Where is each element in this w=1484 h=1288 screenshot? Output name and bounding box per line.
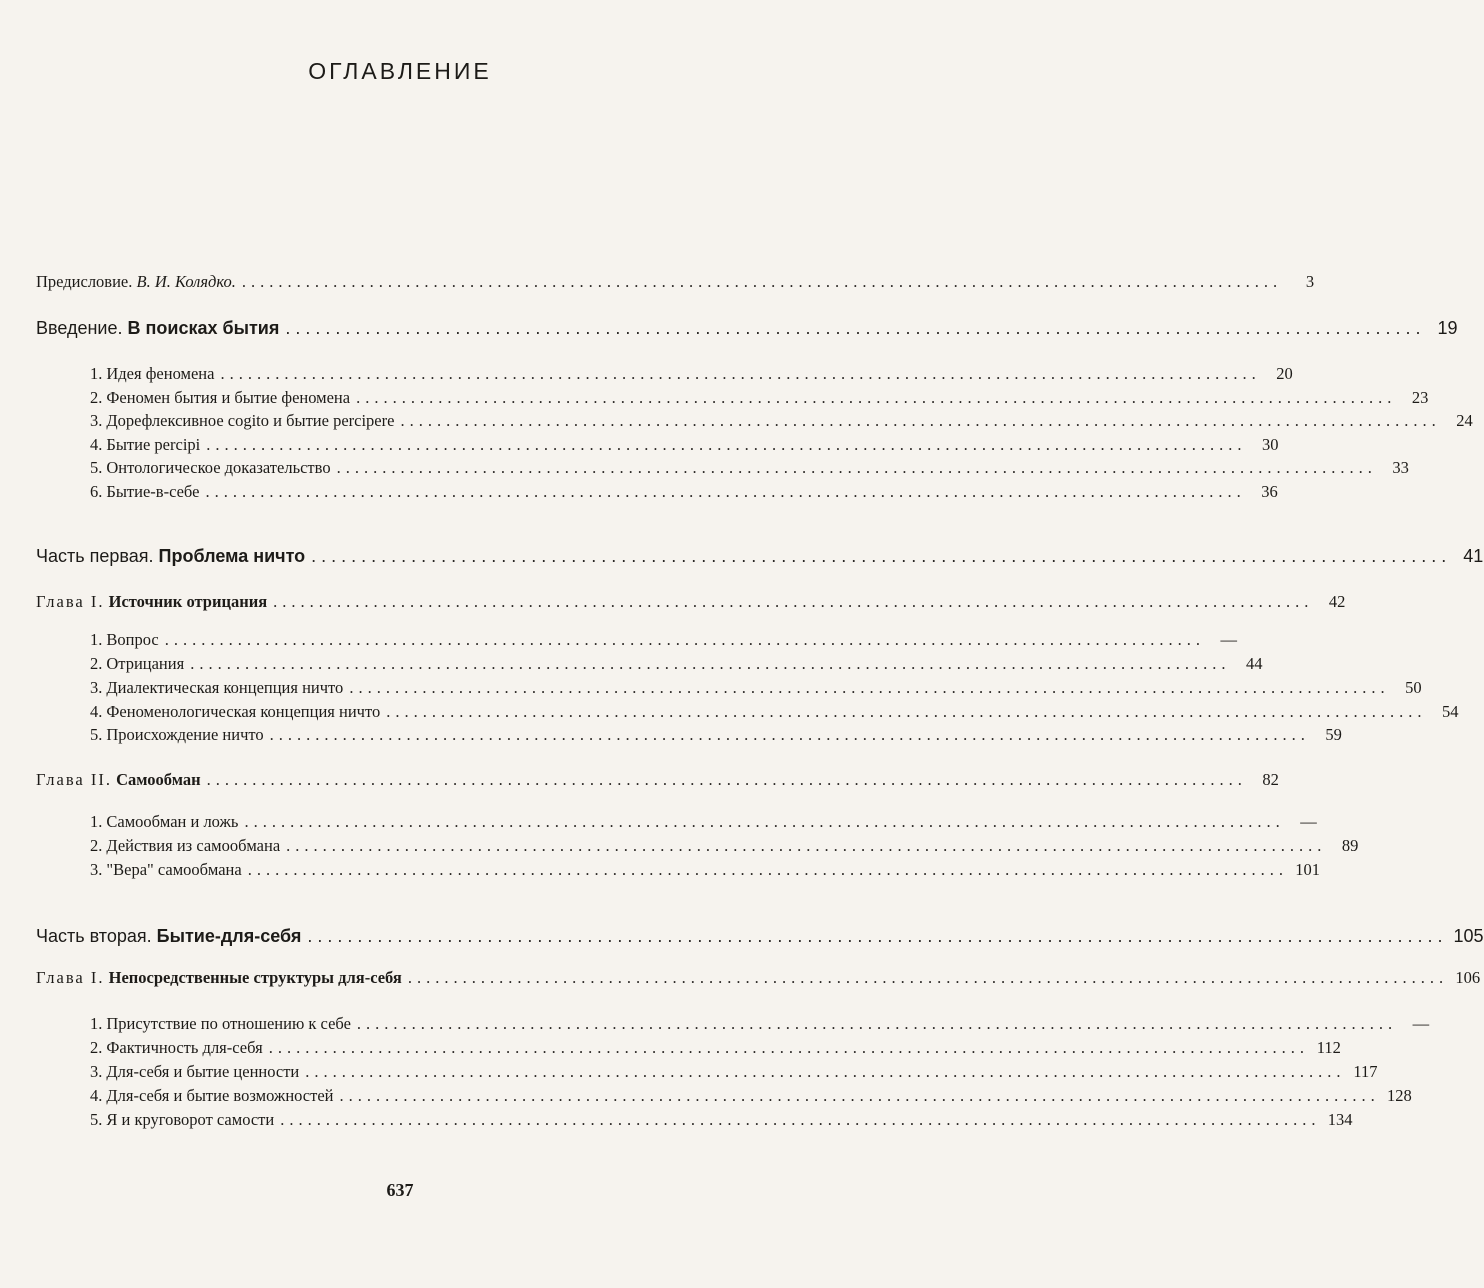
chapter-prefix: Глава I. — [36, 968, 105, 987]
item-label: Бытие-в-себе — [106, 482, 200, 501]
part-title: Бытие-для-себя — [156, 926, 302, 946]
item-label: Для-себя и бытие возможностей — [106, 1086, 334, 1105]
item-label: Бытие percipi — [106, 435, 201, 454]
leader-dots: .................................................................................................................. — [220, 364, 1261, 383]
toc-item: 4. Бытие percipi .................................................................................................................. 30 — [90, 435, 1279, 454]
leader-dots: .................................................................................................................. — [190, 654, 1231, 673]
chapter-title: Самообман — [116, 770, 201, 789]
toc-item: 6. Бытие-в-себе .................................................................................................................. 36 — [90, 482, 1278, 501]
leader-dots: .................................................................................................................. — [356, 1014, 1398, 1033]
page-number: 112 — [1316, 1038, 1341, 1057]
toc-item: 1. Самообман и ложь .................................................................................................................. — — [90, 812, 1317, 831]
leader-dots: .................................................................................................................. — [205, 482, 1246, 501]
preface-label: Предисловие. — [36, 272, 133, 291]
toc-item: 1. Присутствие по отношению к себе .................................................................................................................. — — [90, 1014, 1430, 1033]
toc-item: 3. Диалектическая концепция ничто .................................................................................................................. 50 — [90, 678, 1422, 697]
leader-dots: .................................................................................................................. — [305, 1062, 1346, 1081]
part-prefix: Часть первая. — [36, 546, 154, 566]
leader-dots: .................................................................................................................. — [206, 435, 1247, 454]
page-number: 117 — [1353, 1062, 1378, 1081]
part-prefix: Часть вторая. — [36, 926, 152, 946]
item-label: Идея феномена — [106, 364, 215, 383]
page-number: 128 — [1387, 1086, 1412, 1105]
leader-dots: .................................................................................................................. — [273, 592, 1314, 611]
preface-author: В. И. Колядко. — [136, 272, 236, 291]
item-label: Отрицания — [106, 654, 185, 673]
toc-entry-preface — [36, 268, 1315, 292]
page-number: 59 — [1325, 725, 1342, 744]
leader-dots: .................................................................................................................. — [164, 630, 1205, 649]
page-number: 82 — [1262, 770, 1279, 789]
toc-item: 3. "Вера" самообмана .................................................................................................................. 101 — [90, 860, 1320, 879]
item-label: Вопрос — [106, 630, 159, 649]
toc-entry-part-2 — [36, 922, 1484, 946]
page-number: 24 — [1456, 411, 1473, 430]
toc-item: 5. Онтологическое доказательство .................................................................................................................. 33 — [90, 458, 1409, 477]
toc-item: 1. Идея феномена .................................................................................................................. 20 — [90, 364, 1293, 383]
chapter-title: Источник отрицания — [108, 592, 268, 611]
leader-dots: .................................................................................................................. — [268, 1038, 1309, 1057]
page-title: ОГЛАВЛЕНИЕ — [308, 58, 492, 84]
item-label: Присутствие по отношению к себе — [106, 1014, 351, 1033]
leader-dots: .................................................................................................................. — [286, 836, 1327, 855]
page-number: 54 — [1441, 702, 1459, 721]
page-number: 105 — [1453, 926, 1484, 946]
toc-item: 3. Для-себя и бытие ценности .................................................................................................................. 117 — [90, 1062, 1378, 1081]
item-label: Дорефлексивное cogito и бытие percipere — [106, 411, 395, 430]
leader-dots: .................................................................................................................. — [356, 388, 1397, 407]
toc-item: 2. Действия из самообмана .................................................................................................................. 89 — [90, 836, 1359, 855]
page-number: 89 — [1341, 836, 1359, 855]
page-number: — — [1220, 630, 1237, 649]
page-number: 20 — [1276, 364, 1293, 383]
leader-dots: .................................................................................................................. — [241, 272, 1283, 291]
leader-dots: .................................................................................................................. — [307, 926, 1448, 946]
item-label: Диалектическая концепция ничто — [106, 678, 344, 697]
toc-entry-part-1 — [36, 542, 1484, 566]
item-label: Происхождение ничто — [106, 725, 264, 744]
page-number: 33 — [1392, 458, 1409, 477]
page-number: 42 — [1328, 592, 1346, 611]
item-label: "Вера" самообмана — [106, 860, 242, 879]
item-label: Действия из самообмана — [106, 836, 281, 855]
toc-item: 1. Вопрос .................................................................................................................. — — [90, 630, 1237, 649]
item-label: Фактичность для-себя — [106, 1038, 263, 1057]
leader-dots: .................................................................................................................. — [247, 860, 1288, 879]
leader-dots: .................................................................................................................. — [407, 968, 1449, 987]
toc-entry-chapter — [36, 964, 1481, 988]
item-label: Феноменологическая концепция ничто — [106, 702, 381, 721]
leader-dots: .................................................................................................................. — [349, 678, 1390, 697]
leader-dots: .................................................................................................................. — [311, 546, 1452, 566]
item-label: Самообман и ложь — [106, 812, 239, 831]
page-number: 30 — [1262, 435, 1279, 454]
toc-entry-chapter — [36, 766, 1279, 790]
leader-dots: .................................................................................................................. — [285, 318, 1426, 338]
leader-dots: .................................................................................................................. — [269, 725, 1310, 744]
page-footer-number: 637 — [386, 1180, 414, 1200]
leader-dots: .................................................................................................................. — [339, 1086, 1380, 1105]
item-label: Феномен бытия и бытие феномена — [106, 388, 351, 407]
part-title: Проблема ничто — [158, 546, 306, 566]
page-number: — — [1300, 812, 1317, 831]
toc-item: 3. Дорефлексивное cogito и бытие percipere .................................................................................................................. 24 — [90, 411, 1473, 430]
toc-item: 2. Фактичность для-себя .................................................................................................................. 112 — [90, 1038, 1341, 1057]
chapter-title: Непосредственные структуры для-себя — [108, 968, 402, 987]
page-number: 101 — [1295, 860, 1320, 879]
item-label: Я и круговорот самости — [106, 1110, 275, 1129]
toc-entry-intro — [36, 314, 1458, 338]
page-number: 106 — [1455, 968, 1481, 987]
toc-item: 4. Феноменологическая концепция ничто .................................................................................................................. 54 — [90, 702, 1459, 721]
chapter-prefix: Глава I. — [36, 592, 105, 611]
leader-dots: .................................................................................................................. — [244, 812, 1285, 831]
page-number: 3 — [1305, 272, 1315, 291]
leader-dots: .................................................................................................................. — [336, 458, 1377, 477]
page-number: 44 — [1245, 654, 1263, 673]
toc-item: 4. Для-себя и бытие возможностей .................................................................................................................. 128 — [90, 1086, 1412, 1105]
intro-title: В поисках бытия — [127, 318, 280, 338]
page-number: 134 — [1327, 1110, 1353, 1129]
leader-dots: .................................................................................................................. — [280, 1110, 1321, 1129]
page-number: 23 — [1411, 388, 1429, 407]
page-number: 19 — [1437, 318, 1458, 338]
item-label: Для-себя и бытие ценности — [106, 1062, 300, 1081]
toc-item: 2. Отрицания .................................................................................................................. 44 — [90, 654, 1263, 673]
item-label: Онтологическое доказательство — [106, 458, 331, 477]
toc-item: 2. Феномен бытия и бытие феномена .................................................................................................................. 23 — [90, 388, 1429, 407]
toc-entry-chapter — [36, 588, 1346, 612]
page-number: 41 — [1463, 546, 1484, 566]
page-number: 36 — [1261, 482, 1278, 501]
page-number: — — [1412, 1014, 1430, 1033]
leader-dots: .................................................................................................................. — [206, 770, 1247, 789]
intro-prefix: Введение. — [36, 318, 123, 338]
toc-item: 5. Я и круговорот самости .................................................................................................................. 134 — [90, 1110, 1353, 1129]
page-number: 50 — [1405, 678, 1422, 697]
leader-dots: .................................................................................................................. — [386, 702, 1427, 721]
leader-dots: .................................................................................................................. — [400, 411, 1441, 430]
chapter-prefix: Глава II. — [36, 770, 112, 789]
toc-item: 5. Происхождение ничто .................................................................................................................. 59 — [90, 725, 1342, 744]
